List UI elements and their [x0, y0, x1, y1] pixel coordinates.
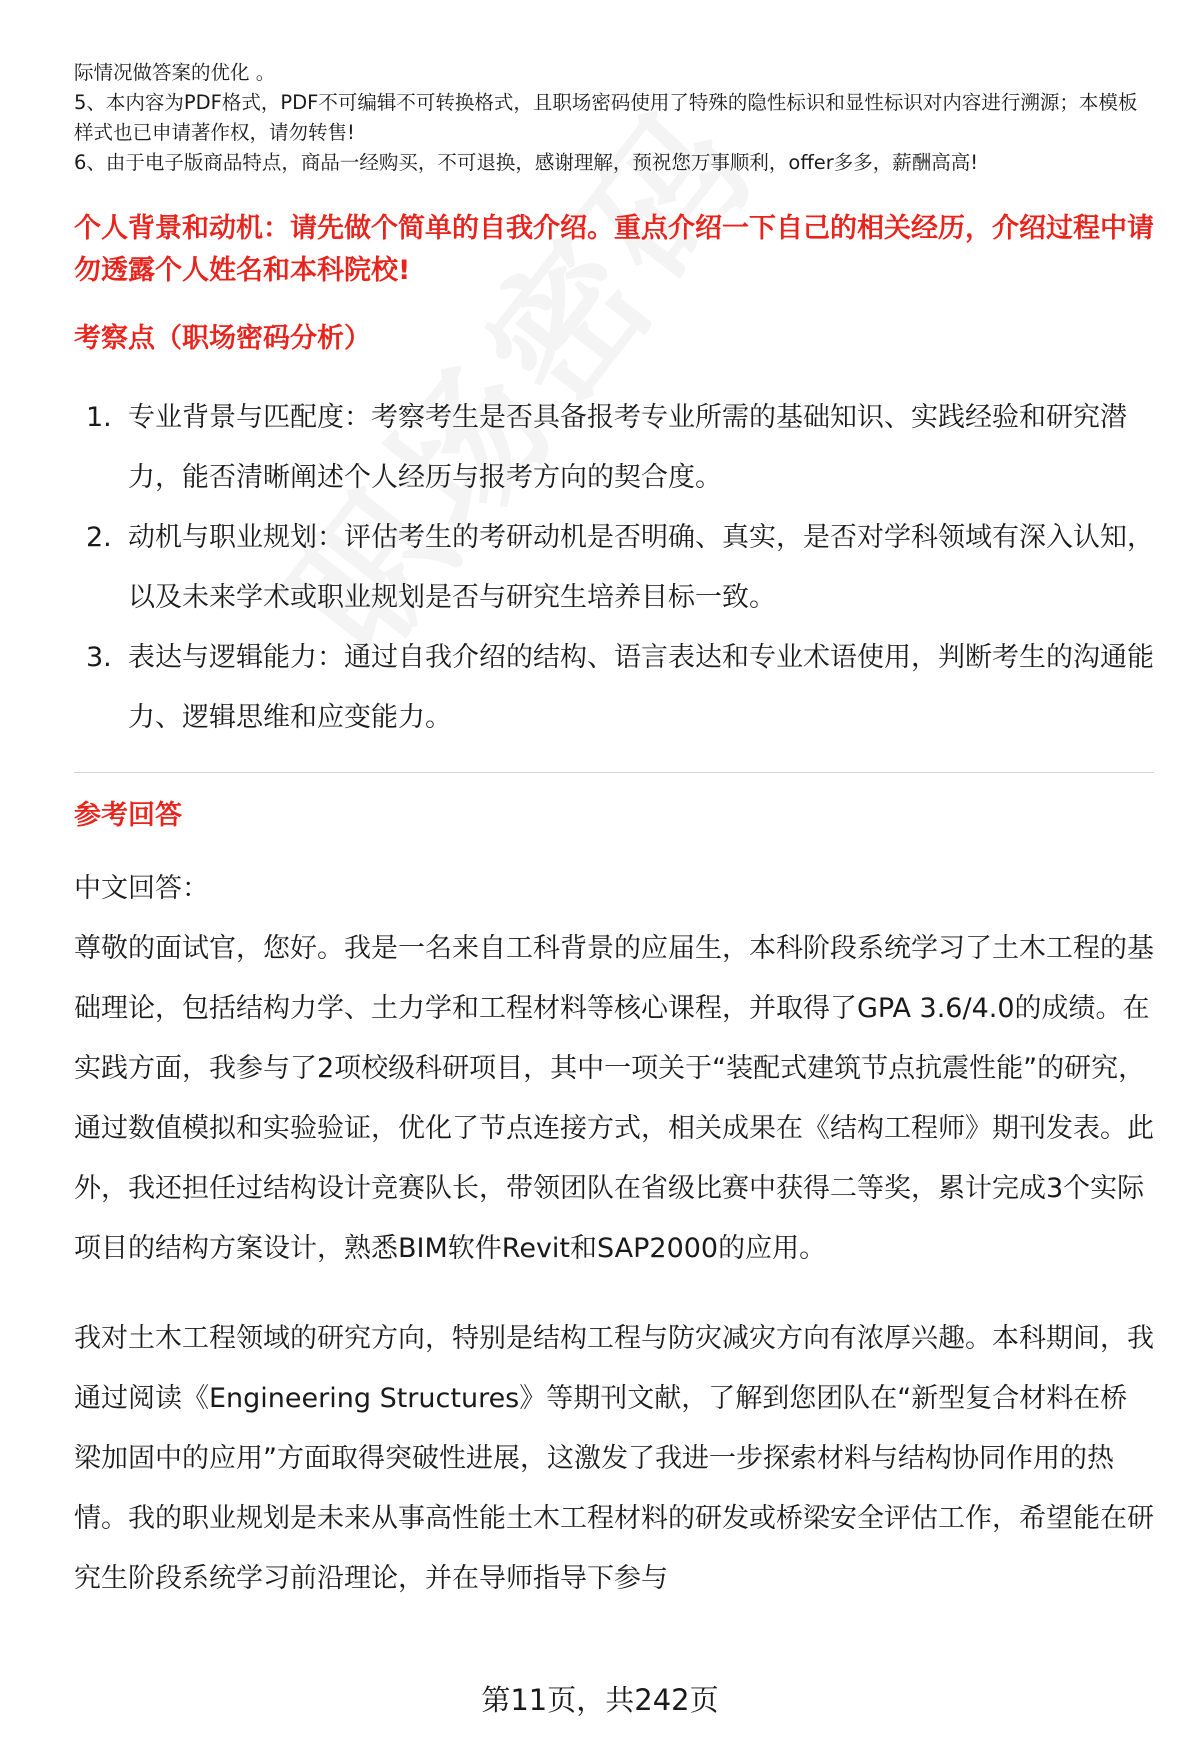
list-item: [74, 388, 1154, 508]
note-line: 5、本内容为PDF格式，PDF不可编辑不可转换格式，且职场密码使用了特殊的隐性标识和显性标识对内容进行溯源；本模板样式也已申请著作权，请勿转售!: [74, 91, 1138, 144]
notes-section: [74, 58, 1154, 178]
document-page: [74, 58, 1154, 1609]
list-item-text: 表达与逻辑能力：通过自我介绍的结构、语言表达和专业术语使用，判断考生的沟通能力、逻辑思维和应变能力。: [128, 642, 1154, 733]
assessment-points-list: [74, 388, 1154, 748]
answer-paragraph: 尊敬的面试官，您好。我是一名来自工科背景的应届生，本科阶段系统学习了土木工程的基础理论，包括结构力学、土力学和工程材料等核心课程，并取得了GPA 3.6/4.0的成绩。在实践方面，我参与了2项校级科研项目，其中一项关于“装配式建筑节点抗震性能”的研究，通过数值模拟和实验验证，优化了节点连接方式，相关成果在《结构工程师》期刊发表。此外，我还担任过结构设计竞赛队长，带领团队在省级比赛中获得二等奖，累计完成3个实际项目的结构方案设计，熟悉BIM软件Revit和SAP2000的应用。: [74, 933, 1154, 1264]
list-item-number: 3.: [86, 642, 112, 673]
section-divider: [74, 772, 1154, 773]
reference-heading: 参考回答: [74, 800, 182, 831]
answer-label: 中文回答：: [74, 873, 209, 904]
answer-section: [74, 859, 1154, 1609]
list-item-number: 1.: [86, 402, 112, 433]
list-item: [74, 508, 1154, 628]
question-heading: 个人背景和动机：请先做个简单的自我介绍。重点介绍一下自己的相关经历，介绍过程中请勿透露个人姓名和本科院校!: [74, 213, 1154, 286]
list-item-number: 2.: [86, 522, 112, 553]
list-item-text: 专业背景与匹配度：考察考生是否具备报考专业所需的基础知识、实践经验和研究潜力，能否清晰阐述个人经历与报考方向的契合度。: [128, 402, 1127, 493]
page-footer: 第11页，共242页: [481, 1683, 719, 1717]
answer-paragraph: 我对土木工程领域的研究方向，特别是结构工程与防灾减灾方向有浓厚兴趣。本科期间，我通过阅读《Engineering Structures》等期刊文献，了解到您团队在“新型复合材料在桥梁加固中的应用”方面取得突破性进展，这激发了我进一步探索材料与结构协同作用的热情。我的职业规划是未来从事高性能土木工程材料的研发或桥梁安全评估工作，希望能在研究生阶段系统学习前沿理论，并在导师指导下参与: [74, 1323, 1154, 1594]
note-line: 际情况做答案的优化 。: [74, 61, 276, 84]
note-line: 6、由于电子版商品特点，商品一经购买，不可退换，感谢理解，预祝您万事顺利，offer多多，薪酬高高!: [74, 151, 979, 174]
list-item: [74, 628, 1154, 748]
points-heading: 考察点（职场密码分析）: [74, 323, 371, 354]
list-item-text: 动机与职业规划：评估考生的考研动机是否明确、真实，是否对学科领域有深入认知，以及未来学术或职业规划是否与研究生培养目标一致。: [128, 522, 1154, 613]
